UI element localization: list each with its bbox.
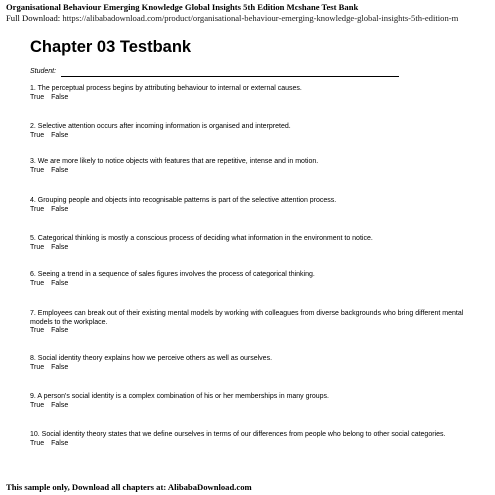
question-item [30,310,470,336]
question-item [30,235,470,252]
option-false: False [51,93,69,101]
answer-options [30,440,470,449]
answer-options [30,244,470,253]
question-text: 10. Social identity theory states that we define ourselves in terms of our differences from people who belong to other social categories. [30,431,446,438]
option-false: False [51,327,69,334]
answer-options [30,132,470,141]
option-false: False [51,166,69,174]
question-item [30,355,470,372]
option-false: False [51,439,69,447]
download-link[interactable]: https://alibabadownload.com/product/organisational-behaviour-emerging-knowledge-global-insights-5th-edition-m [62,13,459,23]
question-item [30,158,470,175]
answer-options [30,94,470,103]
header-title: Organisational Behaviour Emerging Knowledge Global Insights 5th Edition Mcshane Test Bank [6,2,359,12]
header-download-line [6,13,495,23]
option-true: True [30,166,45,174]
download-label: Full Download: [6,13,61,23]
option-false: False [51,243,69,251]
option-false: False [51,279,69,287]
student-label: Student: [30,68,57,75]
question-item [30,123,470,140]
question-item [30,393,470,410]
question-item [30,271,470,288]
option-true: True [30,131,45,139]
option-true: True [30,401,45,409]
question-text: 8. Social identity theory explains how we perceive others as well as ourselves. [30,355,273,362]
option-false: False [51,131,69,139]
answer-options [30,364,470,373]
question-text: 6. Seeing a trend in a sequence of sales figures involves the process of categorical thinking. [30,271,315,278]
question-item [30,85,470,102]
option-false: False [51,205,69,213]
option-true: True [30,243,45,251]
option-true: True [30,363,45,371]
answer-options [30,327,470,336]
answer-options [30,167,470,176]
question-text: 2. Selective attention occurs after incoming information is organised and interpreted. [30,123,291,130]
student-field [30,68,56,75]
footer-notice: This sample only, Download all chapters at: AlibabaDownload.com [6,482,252,492]
option-true: True [30,93,45,101]
question-text: 7. Employees can break out of their existing mental models by working with colleagues from diverse backgrounds who bring different mental models to the workplace. [30,310,464,326]
answer-options [30,206,470,215]
option-false: False [51,363,69,371]
question-item [30,431,470,448]
option-true: True [30,205,45,213]
question-text: 1. The perceptual process begins by attributing behaviour to internal or external causes. [30,85,302,92]
chapter-title: Chapter 03 Testbank [30,38,192,56]
option-true: True [30,439,45,447]
answer-options [30,280,470,289]
option-false: False [51,401,69,409]
student-underline [61,76,399,77]
question-text: 4. Grouping people and objects into recognisable patterns is part of the selective attention process. [30,197,337,204]
question-text: 5. Categorical thinking is mostly a conscious process of deciding what information in the environment to notice. [30,235,373,242]
answer-options [30,402,470,411]
question-text: 9. A person's social identity is a complex combination of his or her memberships in many groups. [30,393,329,400]
question-text: 3. We are more likely to notice objects with features that are repetitive, intense and in motion. [30,158,319,165]
question-item [30,197,470,214]
option-true: True [30,279,45,287]
option-true: True [30,327,45,334]
